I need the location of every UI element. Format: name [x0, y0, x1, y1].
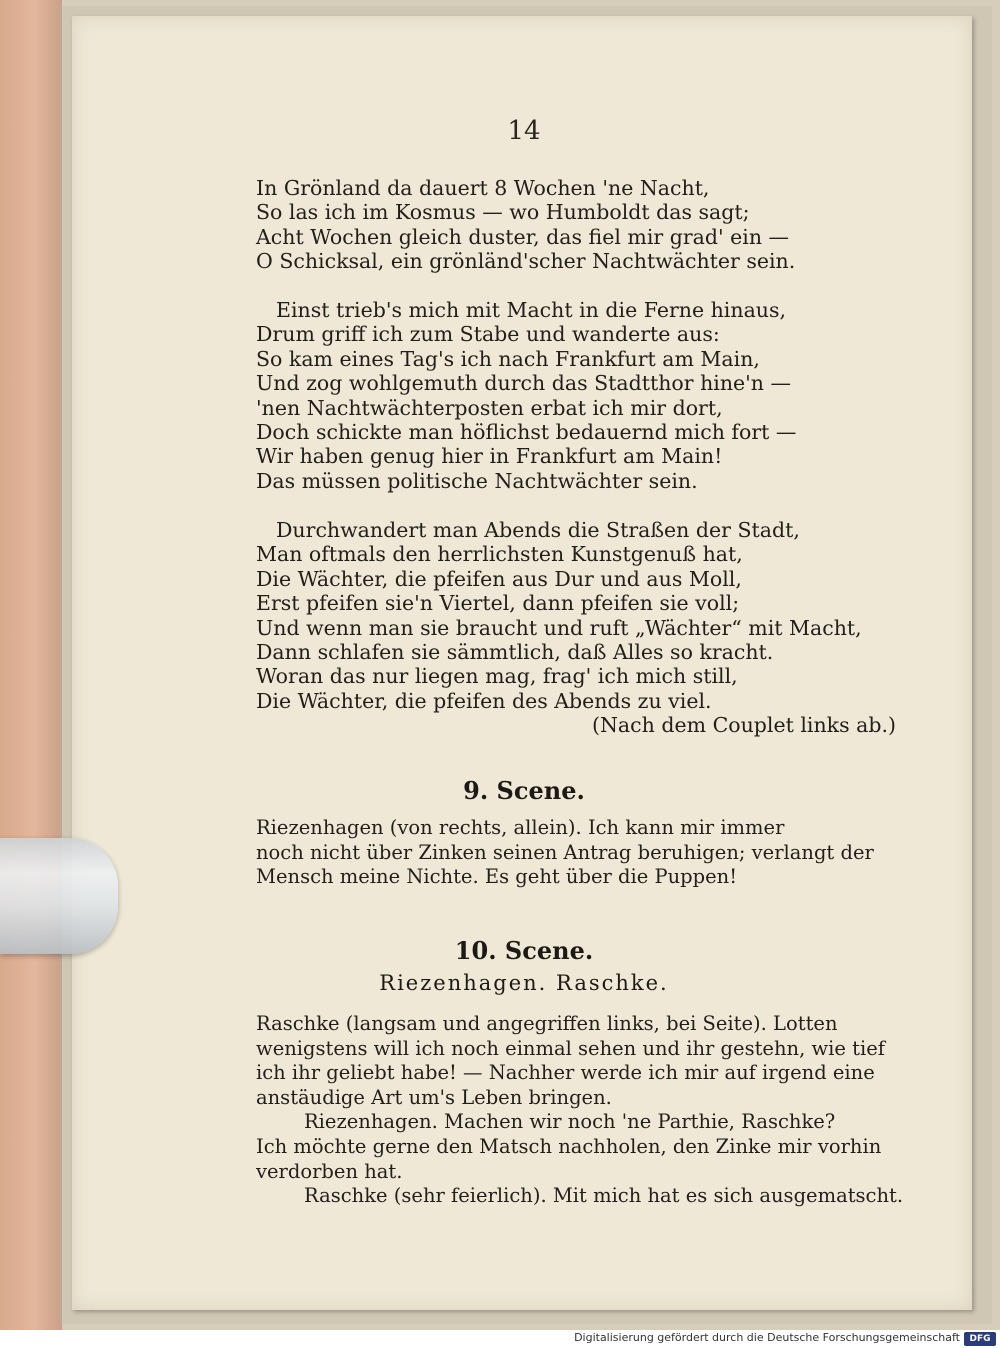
verse-line: 'nen Nachtwächterposten erbat ich mir dort, — [256, 395, 723, 420]
verse-line: Wir haben genug hier in Frankfurt am Main! — [256, 444, 723, 469]
prose-line: noch nicht über Zinken seinen Antrag beruhigen; verlangt der — [256, 840, 874, 864]
page-number: 14 — [507, 116, 541, 146]
verse-line: Doch schickte man höflichst bedauernd mich fort — — [256, 419, 797, 444]
scene-10-characters: Riezenhagen. Raschke. — [379, 971, 669, 995]
verse-line: Die Wächter, die pfeifen aus Dur und aus Moll, — [256, 566, 742, 591]
prose-line: ich ihr geliebt habe! — Nachher werde ich mir auf irgend eine — [256, 1061, 875, 1085]
verse-line: Die Wächter, die pfeifen des Abends zu viel. — [256, 688, 712, 713]
prose-line: wenigstens will ich noch einmal sehen und ihr gestehn, wie tief — [256, 1036, 885, 1060]
prose-line: Riezenhagen. Machen wir noch 'ne Parthie, Raschke? — [304, 1110, 836, 1134]
prose-line: Mensch meine Nichte. Es geht über die Puppen! — [256, 865, 738, 889]
verse-line: Und zog wohlgemuth durch das Stadtthor hine'n — — [256, 371, 792, 396]
page-clip — [0, 838, 118, 954]
verse-line: Einst trieb's mich mit Macht in die Ferne hinaus, — [276, 298, 787, 322]
stanza-3 — [256, 518, 896, 738]
stanza-2 — [256, 298, 896, 493]
verse-line: So las ich im Kosmus — wo Humboldt das sagt; — [256, 200, 750, 225]
prose-line: anstäudige Art um's Leben bringen. — [256, 1085, 612, 1109]
stage-direction: (Nach dem Couplet links ab.) — [592, 713, 896, 738]
book-cover-edge — [0, 0, 62, 1330]
verse-line: Dann schlafen sie sämmtlich, daß Alles so kracht. — [256, 639, 774, 664]
scene-9-heading: 9. Scene. — [463, 776, 585, 805]
book-page — [72, 16, 972, 1310]
stanza-1 — [256, 176, 896, 274]
verse-line: Woran das nur liegen mag, frag' ich mich still, — [256, 664, 738, 689]
dfg-logo: DFG — [964, 1332, 996, 1346]
verse-line: O Schicksal, ein grönländ'scher Nachtwächter sein. — [256, 249, 796, 274]
prose-line: Riezenhagen (von rechts, allein). Ich kann mir immer — [256, 816, 785, 839]
verse-line: Und wenn man sie braucht und ruft „Wächter“ mit Macht, — [256, 615, 862, 640]
prose-line: Raschke (langsam und angegriffen links, bei Seite). Lotten — [256, 1012, 838, 1035]
scene-10-text — [256, 1012, 966, 1209]
verse-line: Erst pfeifen sie'n Viertel, dann pfeifen sie voll; — [256, 591, 740, 616]
verse-line: Durchwandert man Abends die Straßen der Stadt, — [276, 518, 800, 542]
prose-line: verdorben hat. — [256, 1159, 403, 1183]
scene-10-heading: 10. Scene. — [454, 936, 594, 965]
digitization-credit: Digitalisierung gefördert durch die Deutsche Forschungsgemeinschaft — [574, 1331, 960, 1344]
verse-line: So kam eines Tag's ich nach Frankfurt am Main, — [256, 346, 760, 371]
prose-line: Ich möchte gerne den Matsch nachholen, den Zinke mir vorhin — [256, 1134, 882, 1158]
verse-line: Acht Wochen gleich duster, das fiel mir grad' ein — — [256, 224, 790, 249]
verse-line: Man oftmals den herrlichsten Kunstgenuß hat, — [256, 542, 743, 567]
verse-line: Drum griff ich zum Stabe und wanderte aus: — [256, 322, 720, 347]
verse-line: Das müssen politische Nachtwächter sein. — [256, 468, 698, 493]
verse-line: In Grönland da dauert 8 Wochen 'ne Nacht, — [256, 176, 710, 200]
prose-line: Raschke (sehr feierlich). Mit mich hat es sich ausgematscht. — [304, 1184, 904, 1208]
scene-9-text — [256, 816, 966, 890]
